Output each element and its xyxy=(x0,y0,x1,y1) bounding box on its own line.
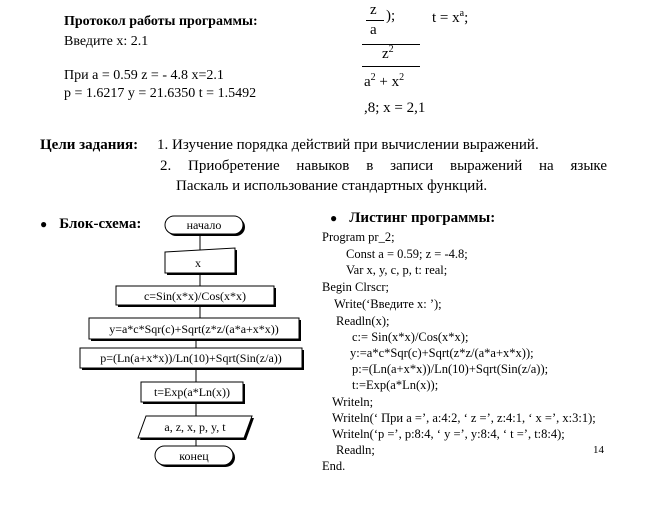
formula-t xyxy=(432,8,468,27)
protocol-result-line: p = 1.6217 y = 21.6350 t = 1.5492 xyxy=(64,86,257,101)
listing-line: Begin Clrscr; xyxy=(322,280,390,294)
goal-2-continuation: Паскаль и использование стандартных функций. xyxy=(176,178,488,194)
listing-line: Writeln(‘p =’, p:8:4, ‘ y =’, y:8:4, ‘ t =’, t:8:4); xyxy=(332,427,565,441)
goal-2-word: выражений xyxy=(450,158,523,174)
protocol-prompt-line: Введите x: 2.1 xyxy=(64,34,149,49)
formula-fragment-z: z xyxy=(370,2,377,18)
goal-2-word: Приобретение xyxy=(188,158,280,174)
formula-z-squared xyxy=(382,44,394,63)
formula-t-base: t = x xyxy=(432,10,460,26)
formula-fragment-a: a xyxy=(370,22,377,38)
output-label: a, z, x, p, y, t xyxy=(164,420,226,434)
flowchart-heading-text: Блок-схема: xyxy=(59,216,142,232)
formula-denominator-x-exponent: 2 xyxy=(399,72,405,83)
goal-2-word: 2. xyxy=(160,158,172,174)
listing-heading xyxy=(330,210,495,227)
listing-line: p:=(Ln(a+x*x))/Ln(10)+Sqrt(Sin(z/a)); xyxy=(352,362,549,376)
goals-label: Цели задания: xyxy=(40,137,139,153)
listing-line: Write(‘Введите x: ’); xyxy=(334,297,442,311)
formula-t-exponent: a xyxy=(459,8,465,19)
step1-label: c=Sin(x*x)/Cos(x*x) xyxy=(143,289,247,303)
start-label: начало xyxy=(186,218,222,232)
step2-label: y=a*c*Sqr(c)+Sqrt(z*z/(a*a+x*x)) xyxy=(109,322,279,336)
goal-2-word: навыков xyxy=(296,158,350,174)
formula-fraction-bar-1 xyxy=(366,20,384,21)
goal-2-word: языке xyxy=(570,158,607,174)
formula-denominator-a: a xyxy=(364,74,371,90)
listing-line: End. xyxy=(322,459,346,473)
listing-line: y:=a*c*Sqr(c)+Sqrt(z*z/(a*a+x*x)); xyxy=(350,346,534,360)
page-number: 14 xyxy=(593,444,604,456)
listing-heading-text: Листинг программы: xyxy=(349,210,496,226)
formula-denominator xyxy=(364,72,404,91)
formula-tail: ,8; x = 2,1 xyxy=(364,100,426,116)
formula-denominator-plus: + x xyxy=(375,74,400,90)
bullet-icon: ● xyxy=(330,211,338,225)
listing-line: c:= Sin(x*x)/Cos(x*x); xyxy=(352,330,469,344)
protocol-title: Протокол работы программы: xyxy=(64,14,258,29)
formula-denominator-a-exponent: 2 xyxy=(370,72,376,83)
listing-line: Readln; xyxy=(336,443,375,457)
goal-2-word: записи xyxy=(390,158,434,174)
goal-2-word: в xyxy=(366,158,374,174)
formula-fragment-paren: ); xyxy=(386,8,396,24)
formula-z: z xyxy=(382,46,389,62)
step3-label: p=(Ln(a+x*x))/Ln(10)+Sqrt(Sin(z/a)) xyxy=(100,351,282,365)
listing-line: Readln(x); xyxy=(336,314,390,328)
listing-line: Program pr_2; xyxy=(322,230,395,244)
listing-line: Var x, y, c, p, t: real; xyxy=(346,263,448,277)
formula-t-semicolon: ; xyxy=(464,10,469,26)
input-label: x xyxy=(195,256,201,270)
listing-line: Const a = 0.59; z = -4.8; xyxy=(346,247,468,261)
formula-z-exponent: 2 xyxy=(388,44,394,55)
end-label: конец xyxy=(179,449,209,463)
listing-line: Writeln; xyxy=(332,395,374,409)
bullet-icon: ● xyxy=(40,217,48,231)
listing-line: Writeln(‘ При a =’, a:4:2, ‘ z =’, z:4:1, ‘ x =’, x:3:1); xyxy=(332,411,596,425)
formula-fraction-bar-3 xyxy=(362,66,420,67)
protocol-input-line: При a = 0.59 z = - 4.8 x=2.1 xyxy=(64,68,224,83)
listing-line: t:=Exp(a*Ln(x)); xyxy=(352,378,439,392)
step4-label: t=Exp(a*Ln(x)) xyxy=(153,385,231,399)
goal-2-word: на xyxy=(539,158,554,174)
goal-1: 1. Изучение порядка действий при вычислении выражений. xyxy=(157,137,539,153)
flowchart-diagram xyxy=(0,0,320,516)
